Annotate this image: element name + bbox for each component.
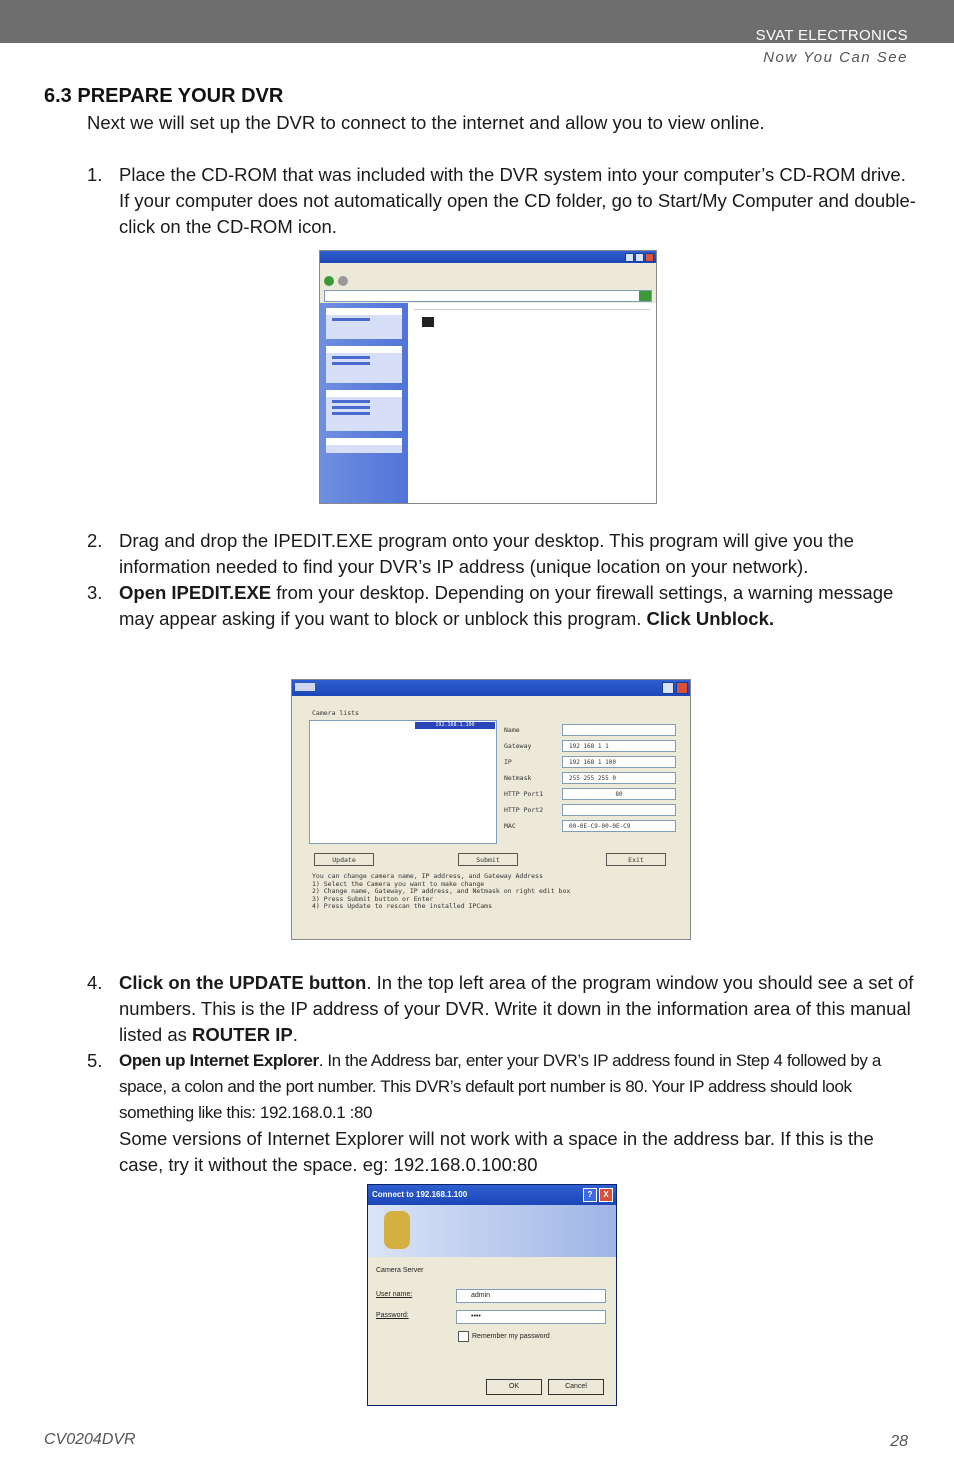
step-text: Place the CD-ROM that was included with the DVR system into your computer’s CD-ROM drive. If your computer does not automatically open the CD folder, go to Start/My Computer and double-click on the CD-ROM icon. xyxy=(119,164,916,237)
step-text xyxy=(119,970,917,1048)
go-icon xyxy=(639,291,651,301)
ipedit-screenshot xyxy=(291,679,691,940)
camera-list-label: Camera lists xyxy=(312,709,359,717)
step-paragraph: Some versions of Internet Explorer will not work with a space in the address bar. If this is the case, try it without the space. eg: 192.168.0.100:80 xyxy=(119,1128,874,1175)
step-emphasis: ROUTER IP xyxy=(192,1024,293,1045)
step-number: 2. xyxy=(87,530,103,551)
step-paragraph xyxy=(119,1048,917,1126)
checkbox-label: Remember my password xyxy=(472,1333,550,1340)
brand-tagline: Now You Can See xyxy=(763,49,908,66)
field-row xyxy=(504,804,684,816)
step-body: from your desktop. Depending on your firewall settings, a warning message may appear asking if you want to block or unblock this program. xyxy=(119,582,894,629)
dialog-banner xyxy=(368,1205,616,1257)
close-icon xyxy=(645,253,654,262)
step-number: 3. xyxy=(87,582,103,603)
connect-dialog-screenshot xyxy=(367,1184,617,1406)
step-2 xyxy=(87,528,917,580)
step-1 xyxy=(87,162,917,240)
section-intro: Next we will set up the DVR to connect to the internet and allow you to view online. xyxy=(87,112,765,133)
field-label: Gateway xyxy=(504,742,532,750)
address-bar xyxy=(324,290,652,302)
remember-password-checkbox xyxy=(458,1331,550,1342)
field-row xyxy=(504,772,684,784)
cd-rom-icon xyxy=(422,317,434,327)
field-label: IP xyxy=(504,758,512,766)
camera-list-item: 192.168.1.100 xyxy=(415,722,495,729)
app-icon xyxy=(295,683,315,691)
close-icon: X xyxy=(599,1188,613,1202)
minimize-icon xyxy=(625,253,634,262)
back-icon xyxy=(324,276,334,286)
task-panel xyxy=(326,390,402,431)
update-button: Update xyxy=(314,853,374,866)
field-value xyxy=(562,804,676,816)
step-emphasis: Click on the UPDATE button xyxy=(119,972,367,993)
page-number: 28 xyxy=(890,1433,908,1450)
step-number: 4. xyxy=(87,972,103,993)
task-panel xyxy=(326,438,402,453)
username-field: admin xyxy=(456,1289,606,1303)
step-4 xyxy=(87,970,917,1048)
window-titlebar xyxy=(320,251,656,263)
field-label: Name xyxy=(504,726,520,734)
field-value: 00-0E-C9-00-0E-C9 xyxy=(562,820,676,832)
step-text: Drag and drop the IPEDIT.EXE program onto your desktop. This program will give you the information needed to find your DVR’s IP address (unique location on your network). xyxy=(119,530,854,577)
field-label: HTTP Port1 xyxy=(504,790,544,798)
brand-name: SVAT ELECTRONICS xyxy=(755,27,908,44)
keys-icon xyxy=(384,1211,410,1249)
password-field: •••• xyxy=(456,1310,606,1324)
field-row xyxy=(504,740,684,752)
dialog-titlebar xyxy=(368,1185,616,1205)
instructions-text: You can change camera name, IP address, and Gateway Address 1) Select the Camera you want to make change 2) Change name, Gateway, IP address, and Netmask on right edit box 3) Press Submit button or Enter 4) Press Update to rescan the installed IPCams xyxy=(312,872,571,910)
help-icon xyxy=(662,682,674,694)
field-row xyxy=(504,724,684,736)
dialog-title: Connect to 192.168.1.100 xyxy=(372,1190,468,1199)
ok-button: OK xyxy=(486,1379,542,1395)
step-emphasis: Click Unblock. xyxy=(646,608,774,629)
field-value: 192 168 1 1 xyxy=(562,740,676,752)
file-pane xyxy=(408,303,656,503)
field-label: HTTP Port2 xyxy=(504,806,544,814)
maximize-icon xyxy=(635,253,644,262)
camera-list xyxy=(309,720,497,844)
field-value xyxy=(562,724,676,736)
explorer-screenshot xyxy=(319,250,657,504)
close-icon xyxy=(676,682,688,694)
step-body: . xyxy=(292,1024,298,1045)
help-icon: ? xyxy=(583,1188,597,1202)
step-5 xyxy=(87,1048,917,1178)
step-body: . In the top left area of the program window you should see a set of numbers. This is the IP address of your DVR. Write it down in the information area of this manual listed as xyxy=(119,972,914,1045)
field-label: MAC xyxy=(504,822,516,830)
checkbox-box xyxy=(458,1331,469,1342)
forward-icon xyxy=(338,276,348,286)
footer-model: CV0204DVR xyxy=(44,1431,136,1448)
field-value: 80 xyxy=(562,788,676,800)
step-body: . In the Address bar, enter your DVR’s IP address found in Step 4 followed by a space, a colon and the port number. This DVR’s default port number is 80. Your IP address should look something like this: 192.168.0.1 :80 xyxy=(119,1051,881,1122)
file-pane-header xyxy=(414,303,650,310)
password-label: Password: xyxy=(376,1312,409,1319)
task-panel xyxy=(326,346,402,383)
field-row xyxy=(504,820,684,832)
step-text xyxy=(119,1048,917,1178)
window-titlebar xyxy=(292,680,690,696)
exit-button: Exit xyxy=(606,853,666,866)
step-number: 5. xyxy=(87,1050,103,1071)
step-emphasis: Open IPEDIT.EXE xyxy=(119,582,272,603)
server-label: Camera Server xyxy=(376,1267,424,1274)
task-pane xyxy=(320,303,408,503)
step-emphasis: Open up Internet Explorer xyxy=(119,1051,319,1070)
step-number: 1. xyxy=(87,164,103,185)
cancel-button: Cancel xyxy=(548,1379,604,1395)
step-text xyxy=(119,580,917,632)
menu-bar xyxy=(320,263,656,272)
field-value: 192 168 1 100 xyxy=(562,756,676,768)
field-row xyxy=(504,788,684,800)
field-label: Netmask xyxy=(504,774,532,782)
section-title: 6.3 PREPARE YOUR DVR xyxy=(44,85,284,107)
task-panel xyxy=(326,308,402,339)
field-value: 255 255 255 0 xyxy=(562,772,676,784)
step-3 xyxy=(87,580,917,632)
submit-button: Submit xyxy=(458,853,518,866)
toolbar xyxy=(320,272,656,289)
field-row xyxy=(504,756,684,768)
username-label: User name: xyxy=(376,1291,413,1298)
